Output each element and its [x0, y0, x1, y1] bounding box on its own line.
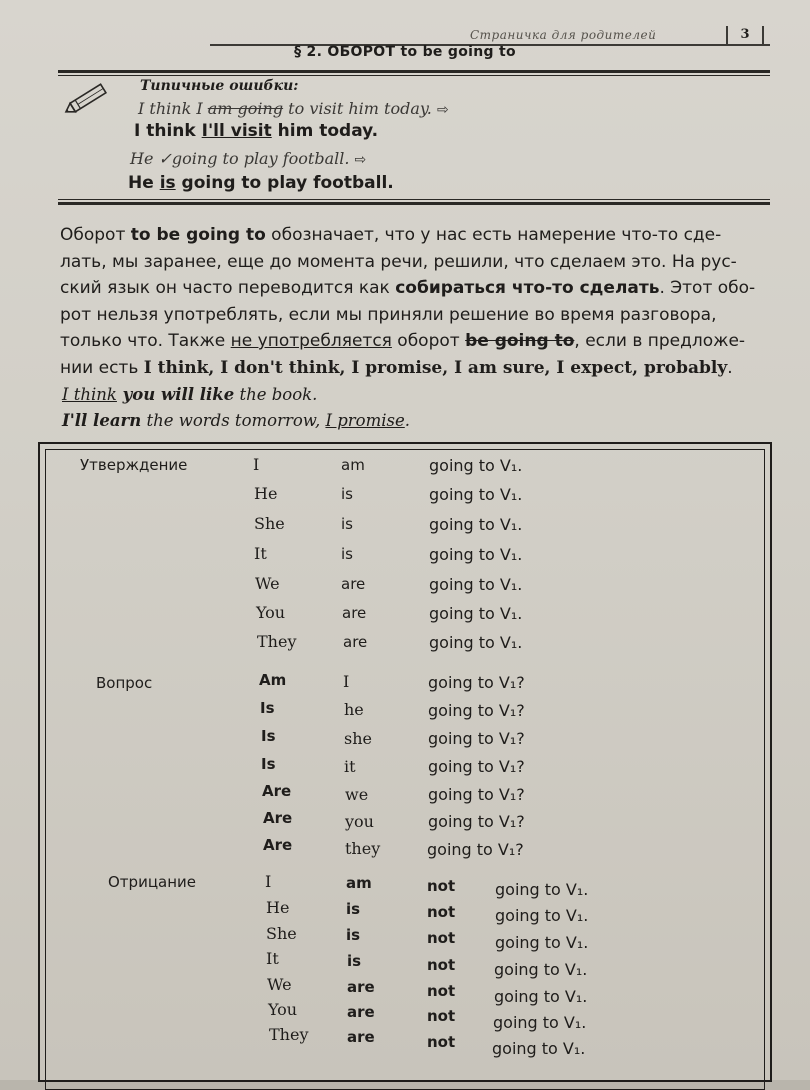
error-line-1-wrong	[138, 99, 449, 118]
underlined-text: I think	[62, 385, 117, 404]
text: the words tomorrow,	[141, 411, 326, 430]
running-head: Страничка для родителей	[470, 28, 657, 42]
going-to: going to V₁.	[492, 1039, 586, 1058]
pronoun: It	[266, 949, 279, 968]
going-to: going to V₁?	[428, 701, 525, 720]
error-text: to visit him today.	[283, 99, 432, 118]
errors-bottom-rule	[58, 202, 770, 205]
going-to: going to V₁.	[429, 604, 523, 623]
text: нии есть	[60, 357, 144, 378]
going-to: going to V₁.	[495, 880, 589, 899]
text: Оборот	[60, 225, 131, 245]
verb: is	[341, 485, 353, 503]
correct-text: going to play football.	[175, 173, 394, 193]
pronoun: We	[267, 975, 292, 994]
label-question: Вопрос	[96, 674, 153, 692]
going-to: going to V₁?	[428, 673, 525, 692]
arrow-right-icon: ⇨	[436, 102, 449, 118]
underlined-text: I'll visit	[201, 121, 272, 141]
verb: are	[343, 633, 368, 651]
paragraph-line	[60, 249, 768, 276]
pronoun: He	[266, 898, 290, 917]
correct-text: I think	[134, 121, 202, 141]
error-line-1-correct	[134, 121, 378, 141]
going-to: going to V₁?	[427, 840, 524, 859]
verb: is	[347, 952, 362, 970]
pronoun: We	[255, 574, 280, 593]
label-negative: Отрицание	[108, 873, 197, 891]
pronoun: You	[256, 603, 286, 622]
not: not	[427, 1007, 456, 1025]
verb: are	[347, 978, 375, 996]
going-to: going to V₁.	[429, 575, 523, 594]
pronoun: you	[345, 812, 374, 831]
paragraph-line	[60, 302, 768, 329]
error-line-2-correct	[128, 173, 394, 193]
text: .	[404, 411, 411, 430]
going-to: going to V₁?	[428, 812, 525, 831]
underlined-text: is	[159, 173, 176, 193]
auxiliary: Am	[259, 671, 287, 689]
going-to: going to V₁.	[429, 633, 523, 652]
text: лать, мы заранее, еще до момента речи, решили, что сделаем это. На рус-	[60, 251, 737, 272]
correct-text: He	[128, 173, 160, 193]
not: not	[427, 877, 456, 895]
pencil-icon	[60, 80, 116, 116]
pronoun: It	[254, 544, 267, 563]
section-title: § 2. ОБОРОТ to be going to	[294, 44, 516, 60]
not: not	[427, 903, 456, 921]
verb: is	[341, 545, 353, 563]
text: , если в предложе-	[574, 331, 746, 351]
error-line-2-wrong	[130, 149, 366, 168]
verb: is	[346, 900, 361, 918]
bold-text: собираться что-то сделать	[395, 278, 660, 298]
verb: are	[342, 604, 367, 622]
pronoun: I	[253, 455, 260, 474]
paragraph-line	[60, 275, 768, 302]
verb: is	[341, 515, 353, 533]
verb: are	[347, 1028, 375, 1046]
verb: are	[347, 1003, 375, 1021]
check-mark-icon: ✓	[158, 149, 172, 168]
underlined-text: I promise	[325, 411, 405, 430]
text: только что. Также	[60, 331, 231, 351]
text: ский язык он часто переводится как	[60, 278, 396, 298]
pronoun: they	[345, 839, 381, 858]
pronoun: They	[269, 1025, 309, 1044]
text: обозначает, что у нас есть намерение что-то сде-	[265, 225, 722, 245]
label-affirmative: Утверждение	[80, 456, 188, 474]
going-to: going to V₁?	[428, 785, 525, 804]
not: not	[427, 956, 456, 974]
going-to: going to V₁.	[495, 933, 589, 952]
going-to: going to V₁.	[429, 456, 523, 475]
auxiliary: Are	[262, 782, 292, 800]
pronoun: She	[266, 924, 297, 943]
errors-top-rule	[58, 70, 770, 73]
going-to: going to V₁.	[429, 545, 523, 564]
auxiliary: Are	[263, 836, 293, 854]
pronoun: He	[254, 484, 278, 503]
auxiliary: Is	[260, 699, 275, 717]
pronoun: She	[254, 514, 285, 533]
error-text: going to play football.	[171, 149, 350, 168]
struck-text: am going	[207, 99, 284, 118]
explanation-paragraph	[60, 222, 768, 381]
verb: am	[341, 456, 365, 474]
pronoun: They	[257, 632, 297, 651]
table-inner-border	[45, 449, 765, 1090]
example-2	[62, 411, 410, 430]
not: not	[427, 1033, 456, 1051]
bold-text: to be going to	[130, 225, 266, 245]
errors-bottom-rule-thin	[58, 199, 770, 200]
text: the book.	[234, 385, 318, 404]
errors-top-rule-thin	[58, 75, 770, 76]
correct-text: him today.	[271, 121, 379, 141]
underlined-text: не употребляется	[230, 331, 392, 351]
going-to: going to V₁.	[494, 960, 588, 979]
struck-bold-text: be going to	[465, 331, 575, 351]
going-to: going to V₁.	[494, 987, 588, 1006]
errors-heading: Типичные ошибки:	[140, 78, 299, 94]
not: not	[427, 929, 456, 947]
example-1	[62, 385, 317, 404]
going-to: going to V₁?	[428, 729, 525, 748]
verb: are	[341, 575, 366, 593]
auxiliary: Is	[261, 727, 276, 745]
pronoun: he	[344, 700, 364, 719]
going-to: going to V₁.	[429, 485, 523, 504]
pronoun: she	[344, 729, 372, 748]
pronoun: I	[265, 872, 272, 891]
conjugation-table	[38, 442, 772, 1082]
pronoun: You	[268, 1000, 298, 1019]
going-to: going to V₁.	[493, 1013, 587, 1032]
text: . Этот обо-	[659, 278, 756, 298]
page-number: 3	[726, 26, 764, 44]
pronoun: it	[344, 757, 356, 776]
going-to: going to V₁?	[428, 757, 525, 776]
text: рот нельзя употреблять, если мы приняли решение во время разговора,	[60, 304, 717, 325]
paragraph-line	[60, 328, 768, 355]
going-to: going to V₁.	[429, 515, 523, 534]
bold-text: I think, I don't think, I promise, I am sure, I expect, probably	[143, 357, 728, 378]
error-text: He	[130, 149, 159, 168]
bold-text: you will like	[116, 385, 235, 404]
pronoun: we	[345, 785, 369, 804]
not: not	[427, 982, 456, 1000]
paragraph-line	[60, 355, 768, 382]
verb: is	[346, 926, 361, 944]
auxiliary: Are	[263, 809, 293, 827]
error-text: I think I	[138, 99, 208, 118]
arrow-right-icon: ⇨	[354, 152, 367, 168]
paragraph-line	[60, 222, 768, 249]
pronoun: I	[343, 672, 350, 691]
text: оборот	[391, 331, 466, 351]
bold-text: I'll learn	[62, 411, 142, 430]
auxiliary: Is	[261, 755, 276, 773]
going-to: going to V₁.	[495, 906, 589, 925]
verb: am	[346, 874, 372, 892]
text: .	[727, 357, 733, 378]
